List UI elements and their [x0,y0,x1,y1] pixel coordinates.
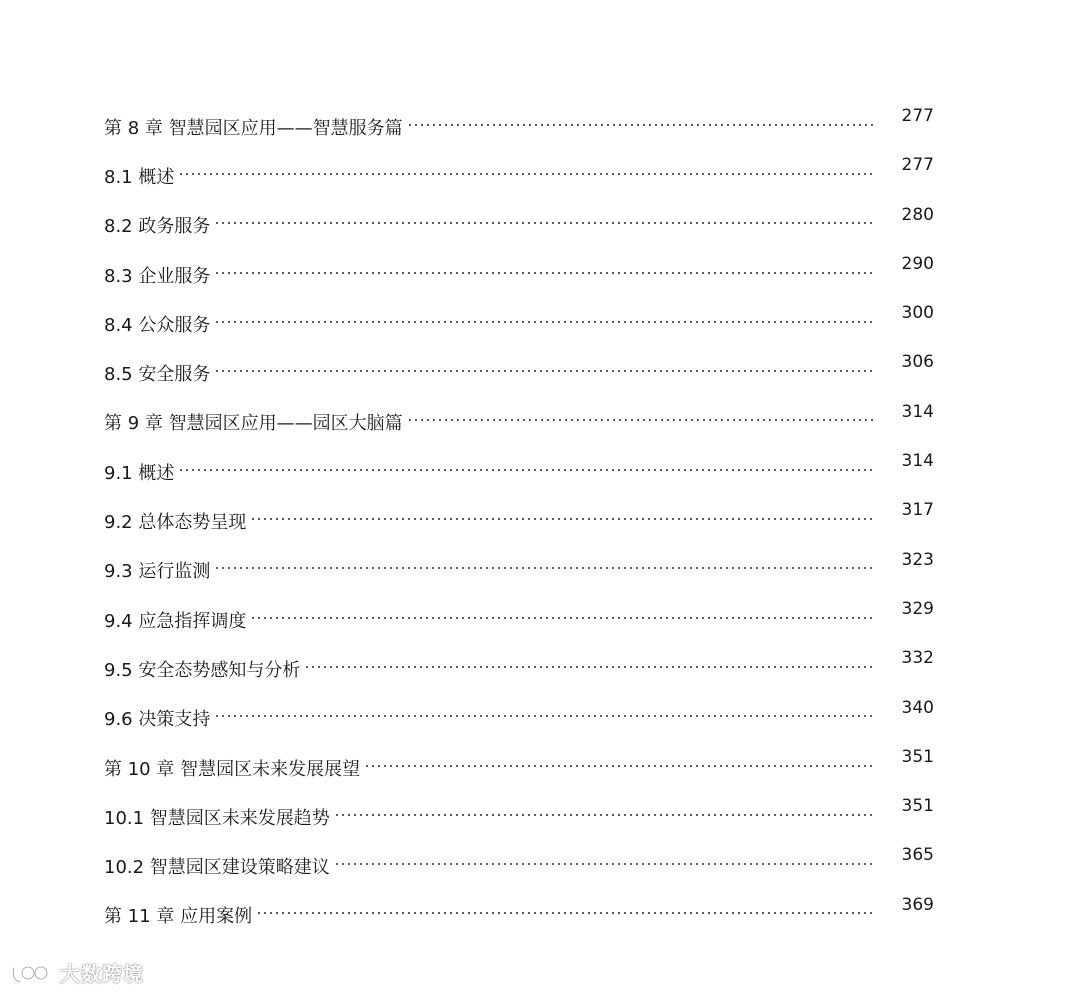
toc-entry-page: 280 [901,204,934,225]
toc-entry-title: 第 11 章 应用案例 [104,906,253,928]
toc-entry-title: 9.1 概述 [104,462,175,484]
dot-leader [334,863,876,865]
toc-entry[interactable] [104,145,934,194]
dot-leader [304,666,876,668]
dot-leader [214,370,876,372]
table-of-contents [104,96,934,934]
toc-entry[interactable] [104,589,934,638]
toc-entry[interactable] [104,490,934,539]
toc-entry-title: 9.4 应急指挥调度 [104,610,247,632]
toc-entry-title: 第 8 章 智慧园区应用——智慧服务篇 [104,117,403,139]
toc-entry-page: 340 [901,697,934,718]
toc-entry-page: 369 [901,894,934,915]
toc-entry-page: 365 [901,845,934,866]
toc-entry-title: 8.5 安全服务 [104,364,211,386]
toc-entry[interactable] [104,293,934,342]
toc-entry-title: 8.1 概述 [104,166,175,188]
dot-leader [214,715,876,717]
toc-entry-title: 9.2 总体态势呈现 [104,512,247,534]
toc-entry[interactable] [104,244,934,293]
toc-entry-page: 323 [901,549,934,570]
toc-entry[interactable] [104,441,934,490]
dot-leader [214,272,876,274]
toc-entry-title: 第 10 章 智慧园区未来发展展望 [104,758,361,780]
toc-entry-title: 9.5 安全态势感知与分析 [104,659,301,681]
dot-leader [407,419,876,421]
toc-entry[interactable] [104,392,934,441]
toc-entry[interactable] [104,835,934,884]
dot-leader [214,321,876,323]
toc-entry[interactable] [104,638,934,687]
dot-leader [250,518,876,520]
toc-entry[interactable] [104,786,934,835]
watermark [10,958,144,987]
toc-entry[interactable] [104,342,934,391]
toc-entry-page: 329 [901,598,934,619]
toc-entry-page: 290 [901,253,934,274]
toc-entry-title: 第 9 章 智慧园区应用——园区大脑篇 [104,413,403,435]
toc-entry-title: 10.2 智慧园区建设策略建议 [104,857,330,879]
dot-leader [250,617,876,619]
toc-entry-page: 277 [901,155,934,176]
toc-entry[interactable] [104,540,934,589]
toc-entry-page: 351 [901,796,934,817]
toc-entry-title: 8.3 企业服务 [104,265,211,287]
dot-leader [178,469,876,471]
toc-entry-title: 8.4 公众服务 [104,314,211,336]
dot-leader [214,222,876,224]
toc-entry-title: 9.6 决策支持 [104,709,211,731]
toc-entry-page: 300 [901,303,934,324]
dot-leader [256,912,876,914]
toc-entry-title: 9.3 运行监测 [104,561,211,583]
watermark-text: 大数跨境 [60,962,144,986]
dot-leader [364,765,876,767]
dot-leader [334,814,876,816]
toc-entry-page: 317 [901,500,934,521]
brand-logo-icon [10,960,54,986]
toc-entry-title: 10.1 智慧园区未来发展趋势 [104,807,330,829]
toc-entry-page: 314 [901,401,934,422]
dot-leader [214,567,876,569]
toc-entry[interactable] [104,885,934,934]
dot-leader [407,124,876,126]
toc-entry-page: 351 [901,746,934,767]
toc-entry[interactable] [104,737,934,786]
toc-entry-page: 332 [901,648,934,669]
toc-entry-page: 306 [901,352,934,373]
toc-entry[interactable] [104,195,934,244]
toc-entry-title: 8.2 政务服务 [104,216,211,238]
dot-leader [178,173,876,175]
toc-entry[interactable] [104,688,934,737]
toc-entry[interactable] [104,96,934,145]
toc-entry-page: 314 [901,451,934,472]
toc-entry-page: 277 [901,106,934,126]
